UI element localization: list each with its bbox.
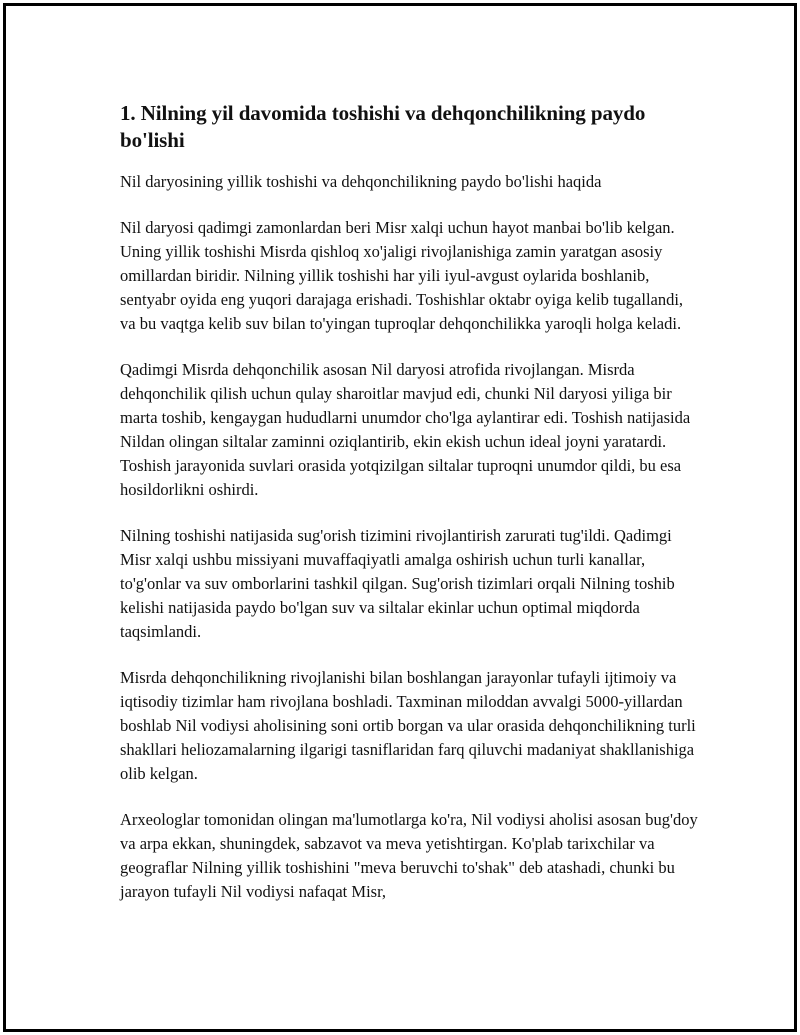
- document-content: [120, 100, 700, 926]
- paragraph-4: Misrda dehqonchilikning rivojlanishi bilan boshlangan jarayonlar tufayli ijtimoiy va iqtisodiy tizimlar ham rivojlana boshladi. Taxminan miloddan avvalgi 5000-yillardan boshlab Nil vodiysi aholisining soni ortib borgan va ular orasida dehqonchilikning turli shakllari heliozamalarning ilgarigi tasniflaridan farq qiluvchi madaniyat shakllanishiga olib kelgan.: [120, 668, 696, 783]
- paragraph-3: Nilning toshishi natijasida sug'orish tizimini rivojlantirish zarurati tug'ildi. Qadimgi Misr xalqi ushbu missiyani muvaffaqiyatli amalga oshirish uchun turli kanallar, to'g'onlar va suv omborlarini tashkil qilgan. Sug'orish tizimlari orqali Nilning toshib kelishi natijasida paydo bo'lgan suv va siltalar ekinlar uchun optimal miqdorda taqsimlandi.: [120, 526, 675, 641]
- section-subtitle: Nil daryosining yillik toshishi va dehqonchilikning paydo bo'lishi haqida: [120, 172, 602, 191]
- section-title: 1. Nilning yil davomida toshishi va dehqonchilikning paydo bo'lishi: [120, 101, 646, 152]
- paragraph-2: Qadimgi Misrda dehqonchilik asosan Nil daryosi atrofida rivojlangan. Misrda dehqonchilik qilish uchun qulay sharoitlar mavjud edi, chunki Nil daryosi yiliga bir marta toshib, kengaygan hududlarni unumdor cho'lga aylantirar edi. Toshish natijasida Nildan olingan siltalar zaminni oziqlantirib, ekin ekish uchun ideal joyni yaratardi. Toshish jarayonida suvlari orasida yotqizilgan siltalar tuproqni unumdor qildi, bu esa hosildorlikni oshirdi.: [120, 360, 691, 499]
- paragraph-5: Arxeologlar tomonidan olingan ma'lumotlarga ko'ra, Nil vodiysi aholisi asosan bug'doy va arpa ekkan, shuningdek, sabzavot va meva yetishtirgan. Ko'plab tarixchilar va geograflar Nilning yillik toshishini "meva beruvchi to'shak" deb atashadi, chunki bu jarayon tufayli Nil vodiysi nafaqat Misr,: [120, 810, 698, 901]
- document-page: [3, 3, 797, 1032]
- paragraph-1: Nil daryosi qadimgi zamonlardan beri Misr xalqi uchun hayot manbai bo'lib kelgan. Uning yillik toshishi Misrda qishloq xo'jaligi rivojlanishiga zamin yaratgan asosiy omillardan biridir. Nilning yillik toshishi har yili iyul-avgust oylarida boshlanib, sentyabr oyida eng yuqori darajaga erishadi. Toshishlar oktabr oyiga kelib tugallandi, va bu vaqtga kelib suv bilan to'yingan tuproqlar dehqonchilikka yaroqli holga keladi.: [120, 218, 684, 333]
